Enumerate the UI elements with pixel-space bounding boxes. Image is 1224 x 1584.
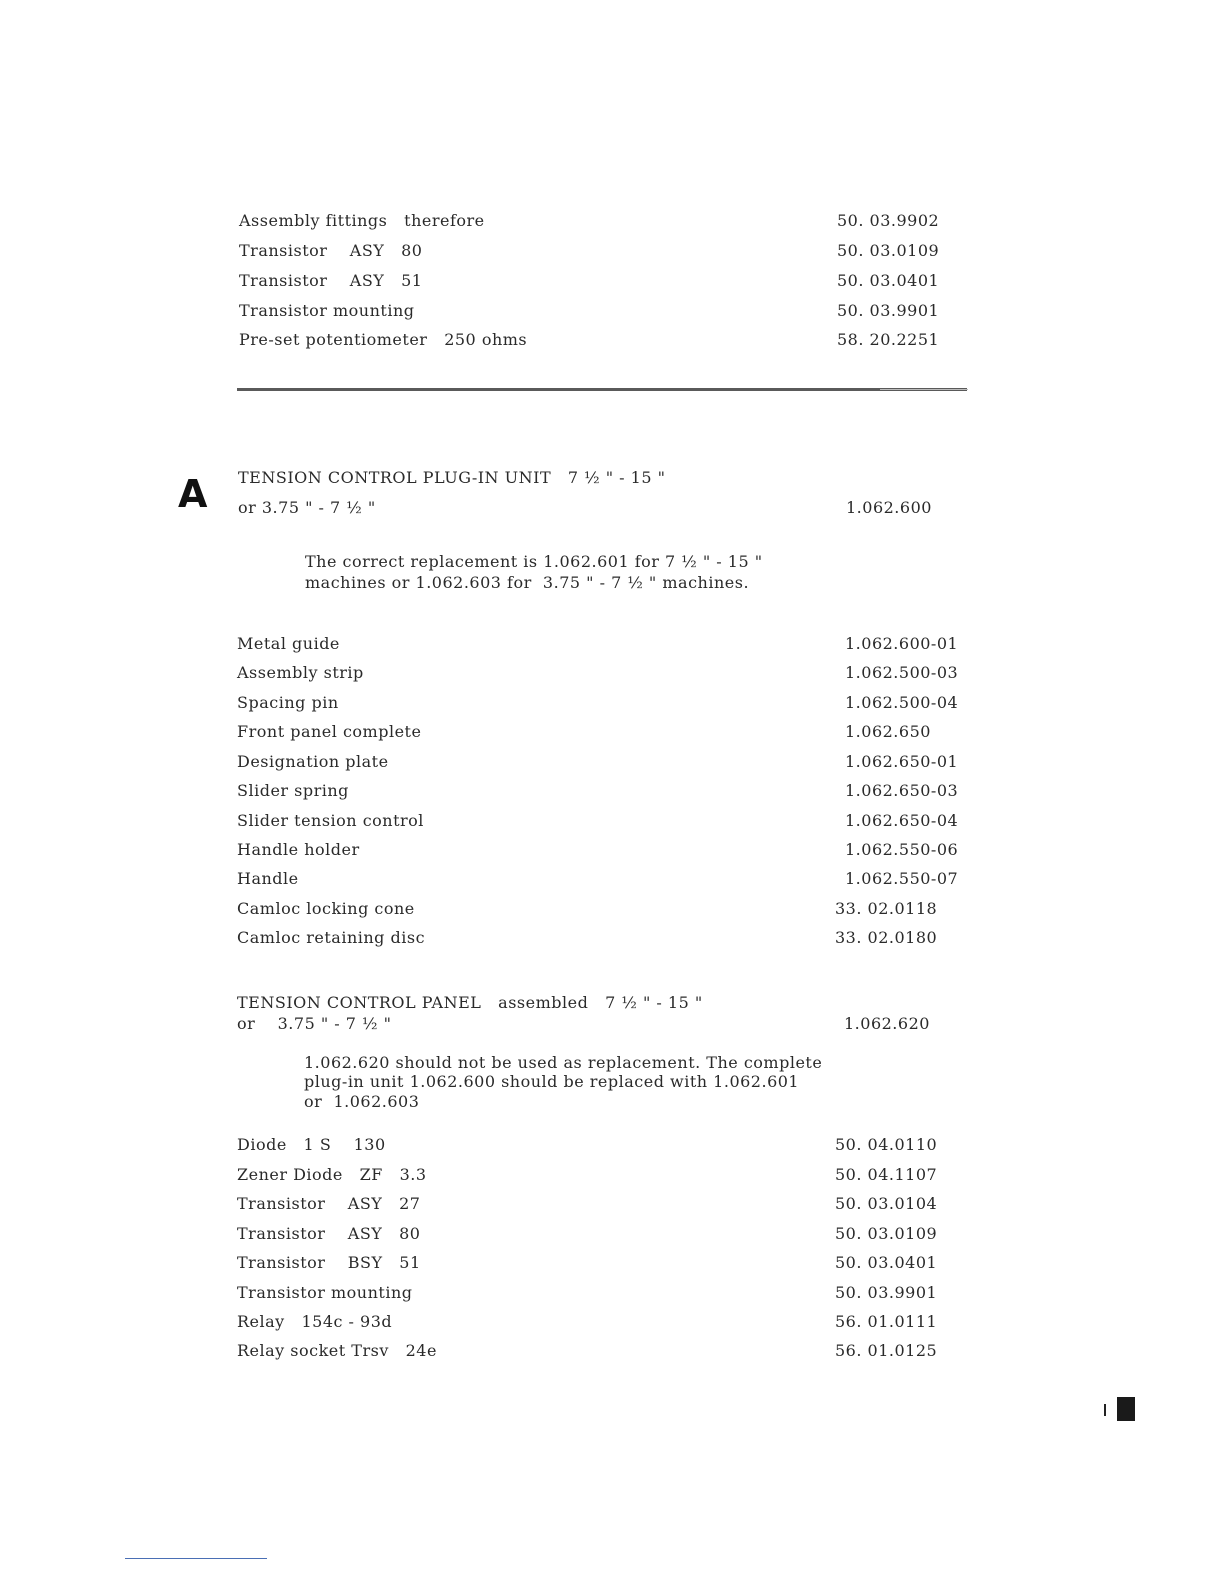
parts-row — [237, 1193, 967, 1215]
note-line: The correct replacement is 1.062.601 for 7 ½ " - 15 " — [305, 552, 763, 571]
parts-row — [239, 270, 959, 292]
section-title-line2: or 3.75 " - 7 ½ " — [238, 498, 376, 517]
part-number: 50. 04.1107 — [835, 1165, 938, 1184]
part-number: 56. 01.0111 — [835, 1312, 938, 1331]
parts-row — [237, 1134, 967, 1156]
part-number: 50. 03.0104 — [835, 1194, 938, 1213]
parts-row — [237, 1252, 967, 1274]
part-number: 1.062.600-01 — [845, 634, 959, 653]
section-title: TENSION CONTROL PLUG-IN UNIT 7 ½ " - 15 " — [238, 468, 666, 487]
part-label: Assembly strip — [237, 663, 364, 682]
parts-row — [239, 240, 959, 262]
footnote-separator — [125, 1558, 267, 1559]
section-title-row — [237, 1013, 967, 1035]
parts-row — [239, 300, 959, 322]
section-title: TENSION CONTROL PANEL assembled 7 ½ " - 15 " — [237, 993, 703, 1012]
parts-row — [237, 898, 967, 920]
parts-row — [237, 1223, 967, 1245]
note-line: plug-in unit 1.062.600 should be replaced with 1.062.601 — [304, 1072, 800, 1091]
page-tick-mark — [1104, 1404, 1106, 1416]
parts-row — [237, 721, 967, 743]
note-line: 1.062.620 should not be used as replacement. The complete — [304, 1053, 823, 1072]
part-number: 1.062.500-03 — [845, 663, 959, 682]
part-label: Spacing pin — [237, 693, 339, 712]
part-number: 56. 01.0125 — [835, 1341, 938, 1360]
part-label: Pre-set potentiometer 250 ohms — [239, 330, 528, 349]
parts-row — [239, 210, 959, 232]
parts-row — [239, 329, 959, 351]
part-label: Transistor mounting — [239, 301, 415, 320]
parts-row — [237, 1282, 967, 1304]
parts-row — [237, 810, 967, 832]
parts-row — [237, 1340, 967, 1362]
part-number: 50. 03.9901 — [835, 1283, 938, 1302]
part-number: 33. 02.0180 — [835, 928, 938, 947]
part-number: 1.062.650 — [845, 722, 931, 741]
parts-row — [237, 662, 967, 684]
part-number: 1.062.650-04 — [845, 811, 959, 830]
part-label: Camloc retaining disc — [237, 928, 426, 947]
part-label: Slider spring — [237, 781, 349, 800]
parts-row — [237, 692, 967, 714]
parts-row — [237, 780, 967, 802]
part-label: Relay 154c - 93d — [237, 1312, 393, 1331]
parts-row — [237, 751, 967, 773]
part-number: 1.062.650-01 — [845, 752, 959, 771]
part-number: 50. 04.0110 — [835, 1135, 938, 1154]
section-title-line2: or 3.75 " - 7 ½ " — [237, 1014, 392, 1033]
parts-row — [237, 927, 967, 949]
part-number: 58. 20.2251 — [837, 330, 940, 349]
parts-row — [237, 1311, 967, 1333]
parts-row — [237, 1164, 967, 1186]
parts-row — [237, 633, 967, 655]
part-label: Transistor ASY 80 — [239, 241, 423, 260]
part-number: 1.062.500-04 — [845, 693, 959, 712]
part-label: Handle — [237, 869, 299, 888]
part-label: Transistor ASY 27 — [237, 1194, 421, 1213]
part-label: Front panel complete — [237, 722, 422, 741]
part-number: 33. 02.0118 — [835, 899, 938, 918]
section-title-row — [238, 497, 958, 519]
part-label: Transistor BSY 51 — [237, 1253, 421, 1272]
note-line: machines or 1.062.603 for 3.75 " - 7 ½ " machines. — [305, 573, 750, 592]
part-label: Transistor mounting — [237, 1283, 413, 1302]
part-label: Diode 1 S 130 — [237, 1135, 386, 1154]
page-edge-block — [1117, 1397, 1135, 1421]
part-label: Transistor ASY 51 — [239, 271, 423, 290]
note-line: or 1.062.603 — [304, 1092, 420, 1111]
parts-row — [237, 839, 967, 861]
part-label: Camloc locking cone — [237, 899, 415, 918]
part-label: Metal guide — [237, 634, 340, 653]
part-label: Slider tension control — [237, 811, 424, 830]
part-number: 50. 03.0401 — [837, 271, 940, 290]
section-number: 1.062.620 — [844, 1014, 930, 1033]
section-divider — [237, 388, 967, 391]
part-number: 50. 03.0401 — [835, 1253, 938, 1272]
part-number: 50. 03.0109 — [835, 1224, 938, 1243]
part-number: 1.062.550-07 — [845, 869, 959, 888]
section-number: 1.062.600 — [846, 498, 932, 517]
part-number: 1.062.650-03 — [845, 781, 959, 800]
section-marker: A — [178, 472, 208, 516]
part-label: Zener Diode ZF 3.3 — [237, 1165, 427, 1184]
part-number: 1.062.550-06 — [845, 840, 959, 859]
section-divider-tail — [880, 389, 968, 390]
part-number: 50. 03.0109 — [837, 241, 940, 260]
parts-row — [237, 868, 967, 890]
part-label: Assembly fittings therefore — [239, 211, 485, 230]
part-label: Relay socket Trsv 24e — [237, 1341, 437, 1360]
part-label: Transistor ASY 80 — [237, 1224, 421, 1243]
part-number: 50. 03.9901 — [837, 301, 940, 320]
part-label: Designation plate — [237, 752, 389, 771]
part-number: 50. 03.9902 — [837, 211, 940, 230]
part-label: Handle holder — [237, 840, 360, 859]
